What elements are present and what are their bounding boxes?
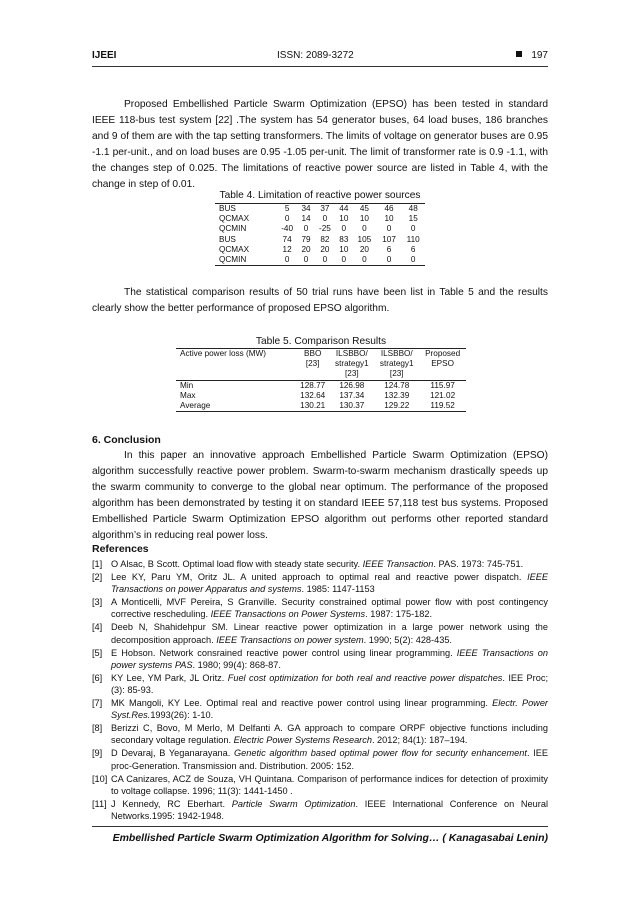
table-cell: 82 <box>320 234 330 244</box>
table-cell: 129.22 <box>384 401 410 411</box>
table-cell: 107 <box>382 234 396 244</box>
table-cell: 0 <box>386 255 392 265</box>
table-cell: 10 <box>339 244 349 254</box>
table-cell: 37 <box>320 204 330 213</box>
table-cell: 12 <box>282 244 292 254</box>
table-cell: 20 <box>320 244 330 254</box>
table-cell: 0 <box>410 224 416 234</box>
table5-caption: Table 5. Comparison Results <box>255 336 387 347</box>
table-cell: 128.77 <box>300 380 326 390</box>
reference-item: [11] J Kennedy, RC Eberhart. Particle Swarm Optimization. IEEE International Conference on Neural Networks.1995: 1942-1948. <box>92 798 548 822</box>
table-cell: 0 <box>341 224 347 234</box>
page-number-text: 197 <box>531 50 548 61</box>
column-header: Proposed EPSO <box>419 349 466 381</box>
reference-number: [10] <box>92 773 108 784</box>
table-row <box>215 224 425 234</box>
table-cell: 20 <box>301 244 311 254</box>
reference-source: Particle Swarm Optimization <box>231 798 356 809</box>
table-cell: 137.34 <box>339 390 365 400</box>
table-cell: 130.21 <box>300 401 326 411</box>
table-cell: 5 <box>284 204 290 213</box>
table-cell: 46 <box>384 204 394 213</box>
table-row <box>176 401 466 412</box>
reference-number: [6] <box>92 672 103 683</box>
reference-source: IEEE Transaction <box>362 559 434 569</box>
issn-label: ISSN: 2089-3272 <box>277 50 354 61</box>
table-cell: 115.97 <box>430 380 455 390</box>
reference-number: [2] <box>92 572 103 582</box>
reference-source: Electr. Power Syst.Res. <box>111 698 548 721</box>
reference-number: [5] <box>92 647 103 658</box>
table-cell: 83 <box>339 234 349 244</box>
reference-item: [1] O Alsac, B Scott. Optimal load flow with steady state security. IEEE Transaction. PAS. 1973: 745-751. <box>92 559 524 569</box>
table-cell: -40 <box>281 224 294 234</box>
reference-number: [9] <box>92 748 103 759</box>
row-label: Average <box>180 401 211 411</box>
reference-source: IEEE Transactions on power Apparatus and systems <box>111 572 548 595</box>
conclusion-heading: 6. Conclusion <box>92 434 161 446</box>
table-cell: 0 <box>410 255 416 265</box>
table-cell: 126.98 <box>339 380 365 390</box>
table-cell: 0 <box>322 255 328 265</box>
reference-item: [9] D Devaraj, B Yeganarayana. Genetic algorithm based optimal power flow for security enhancement. IEE proc-Generation. Transmission and. Distribution. 2005: 152. <box>92 748 548 771</box>
table-cell: -25 <box>319 224 331 234</box>
table-cell: 10 <box>384 214 394 224</box>
table5-comparison-results <box>176 348 466 412</box>
page-header <box>92 50 548 66</box>
table-cell: 15 <box>408 214 418 224</box>
reference-item: [10] CA Canizares, ACZ de Souza, VH Quintana. Comparison of performance indices for detection of proximity to voltage collapse. 1996; 11(3): 1441-1450 . <box>92 773 548 796</box>
column-header: ILSBBO/ strategy1 [23] <box>374 349 419 381</box>
table-cell: 0 <box>386 224 392 234</box>
table-row <box>176 380 466 391</box>
reference-number: [8] <box>92 723 103 734</box>
reference-number: [11] <box>92 798 107 809</box>
table-cell: 10 <box>359 214 369 224</box>
table-cell: 105 <box>357 234 372 244</box>
reference-number: [4] <box>92 622 103 633</box>
table4-caption: Table 4. Limitation of reactive power sources <box>219 190 421 201</box>
table-cell: 74 <box>282 234 292 244</box>
table-cell: 0 <box>284 214 290 224</box>
table-cell: 0 <box>341 255 347 265</box>
row-label: BUS <box>219 234 236 244</box>
reference-source: IEEE Transactions on Power Systems <box>210 609 366 620</box>
table-cell: 132.39 <box>384 390 410 400</box>
reference-source: Fuel cost optimization for both real and reactive power dispatches <box>227 672 503 683</box>
table-cell: 110 <box>406 234 420 244</box>
conclusion-text: In this paper an innovative approach Embellished Particle Swarm Optimization (EPSO) algorithm successfully reactive power problem. Swarm-to-swarm mechanism drastically speeds up the swarm community to converge to the global near optimum. The performance of the proposed algorithm has been demonstrated by testing it on standard IEEE 57,118 test bus systems. Proposed Embellished Particle Swarm Optimization EPSO algorithm out performs other reported standard algorithm’s in reducing real power loss. <box>92 450 548 541</box>
reference-item: [8] Berizzi C, Bovo, M Merlo, M Delfanti A. GA approach to compare ORPF objective functions including secondary voltage regulation. Electric Power Systems Research. 2012; 84(1): 187–194. <box>92 723 548 746</box>
table-header-row <box>176 349 466 381</box>
table-cell: 0 <box>303 224 309 234</box>
reference-item: [5] E Hobson. Network consrained reactive power control using linear programming. IEEE Transactions on power systems PAS. 1980; 99(4): 868-87. <box>92 647 548 670</box>
column-header: Active power loss (MW) <box>176 349 296 381</box>
table-cell: 121.02 <box>430 390 456 400</box>
table-cell: 0 <box>322 214 328 224</box>
reference-item: [2] Lee KY, Paru YM, Oritz JL. A united approach to optimal real and reactive power dispatch. IEEE Transactions on power Apparatus and systems. 1985: 1147-1153 <box>92 572 548 595</box>
table-cell: 79 <box>301 234 311 244</box>
paragraph-comparison: The statistical comparison results of 50 trial runs have been list in Table 5 and the results clearly show the better performance of proposed EPSO algorithm. <box>92 287 548 314</box>
table-row <box>215 235 425 245</box>
table-cell: 34 <box>301 204 311 213</box>
references-list <box>92 558 548 823</box>
table-cell: 14 <box>301 214 311 224</box>
square-bullet-icon <box>516 51 522 57</box>
table-cell: 0 <box>362 255 367 265</box>
row-label: QCMAX <box>219 244 250 254</box>
reference-item: [6] KY Lee, YM Park, JL Oritz. Fuel cost optimization for both real and reactive power dispatches. IEE Proc; (3): 85-93. <box>92 672 549 696</box>
table-cell: 0 <box>303 255 309 265</box>
column-header: BBO [23] <box>296 349 329 381</box>
table-cell: 0 <box>362 224 367 234</box>
reference-item: [7] MK Mangoli, KY Lee. Optimal real and reactive power control using linear programming. Electr. Power Syst.Res.1993(26): 1-10. <box>92 698 548 721</box>
reference-source: Genetic algorithm based optimal power flow for security enhancement <box>234 748 527 759</box>
table4-reactive-limits <box>215 203 425 266</box>
table-row <box>215 255 425 266</box>
table-cell: 44 <box>339 204 349 213</box>
row-label: QCMIN <box>219 255 247 265</box>
row-label: QCMIN <box>219 224 247 234</box>
reference-source: Electric Power Systems Research <box>233 735 372 746</box>
footer-rule <box>92 826 548 827</box>
reference-number: [3] <box>92 597 103 608</box>
row-label: QCMAX <box>219 214 250 224</box>
table-row <box>215 214 425 224</box>
table-row <box>215 245 425 255</box>
table-cell: 48 <box>408 204 418 213</box>
column-header: ILSBBO/ strategy1 [23] <box>329 349 374 381</box>
table-cell: 6 <box>386 244 392 254</box>
table-cell: 0 <box>284 255 290 265</box>
row-label: BUS <box>219 204 236 213</box>
page-footer: Embellished Particle Swarm Optimization Algorithm for Solving… ( Kanagasabai Lenin) <box>112 832 548 844</box>
table-cell: 20 <box>359 244 369 254</box>
table-cell: 130.37 <box>339 401 365 411</box>
paragraph-test-system: Proposed Embellished Particle Swarm Optimization (EPSO) has been tested in standard IEEE 118-bus test system [22] .The system has 54 generator buses, 64 load buses, 186 branches and 9 of them are with the tap setting transformers. The limits of voltage on generator buses are 0.95 -1.1 per-unit., and on load buses are 0.95 -1.05 per-unit. The limit of transformer rate is 0.9 -1.1, with the changes step of 0.025. The limitations of reactive power source are listed in Table 4, with the change in step of 0.01. <box>92 99 548 190</box>
table-cell: 119.52 <box>430 401 455 411</box>
table-row <box>215 204 425 215</box>
table-cell: 6 <box>410 244 416 254</box>
table-cell: 10 <box>339 214 349 224</box>
table-row <box>176 391 466 401</box>
references-heading: References <box>92 543 149 555</box>
page-number <box>516 50 548 61</box>
table-cell: 132.64 <box>300 390 326 400</box>
reference-number: [7] <box>92 698 103 709</box>
reference-item: [3] A Monticelli, MVF Pereira, S Granville. Security constrained optimal power flow with post contingency corrective rescheduling. IEEE Transactions on Power Systems. 1987: 175-182. <box>92 597 548 620</box>
table-cell: 45 <box>359 204 369 213</box>
journal-name: IJEEI <box>92 50 117 61</box>
row-label: Max <box>180 390 196 400</box>
header-rule <box>92 66 548 67</box>
reference-item: [4] Deeb N, Shahidehpur SM. Linear reactive power optimization in a large power network using the decomposition approach. IEEE Transactions on power system. 1990; 5(2): 428-435. <box>92 622 548 645</box>
row-label: Min <box>180 380 194 390</box>
reference-source: IEEE Transactions on power system <box>216 634 364 645</box>
reference-source: IEEE Transactions on power systems PAS <box>111 647 548 670</box>
reference-number: [1] <box>92 559 103 569</box>
table-cell: 124.78 <box>384 380 410 390</box>
